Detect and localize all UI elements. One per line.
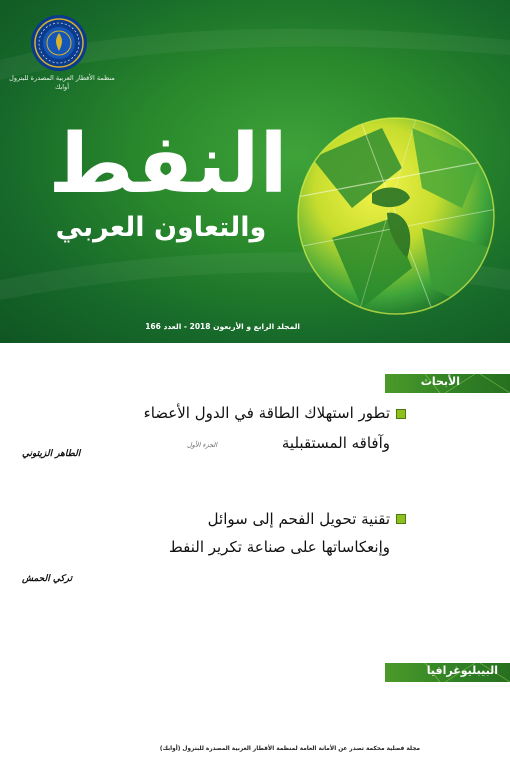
opec-logo xyxy=(30,14,88,72)
title-main-text: النفط xyxy=(48,117,288,212)
bullet-icon xyxy=(396,514,406,524)
article-part-note: الجزء الأول xyxy=(187,441,218,449)
section-bar-bibliography xyxy=(385,663,510,682)
article-author-2: تركي الحمش xyxy=(22,574,73,584)
footer-note: مجلة فصلية محكمة تصدر عن الأمانة العامة لمنظمة الأقطار العربية المصدرة للبترول (أوابك) xyxy=(159,746,420,752)
article-author-1: الطاهر الزيتوني xyxy=(22,449,81,459)
section-bar-research xyxy=(385,374,510,393)
article-title-2[interactable]: تقنية تحويل الفحم إلى سوائل وإنعكاساتها على صناعة تكرير النفط xyxy=(168,510,390,556)
section-label-research: الأبحاث xyxy=(420,375,460,388)
magazine-subtitle: والتعاون العربي xyxy=(55,212,267,243)
cover-panel xyxy=(0,0,510,343)
bullet-icon xyxy=(396,409,406,419)
article-title-1[interactable]: تطور استهلاك الطاقة في الدول الأعضاء وآفاقه المستقبلية xyxy=(143,404,390,452)
globe-illustration xyxy=(292,98,496,336)
org-name: منظمة الأقطار العربية المصدرة للبترول أوابك xyxy=(9,74,115,91)
section-label-bibliography: البيبليوغرافيا xyxy=(426,664,498,677)
magazine-title xyxy=(48,100,288,220)
issue-info: المجلد الرابع و الأربعون 2018 - العدد 166 xyxy=(145,322,300,331)
